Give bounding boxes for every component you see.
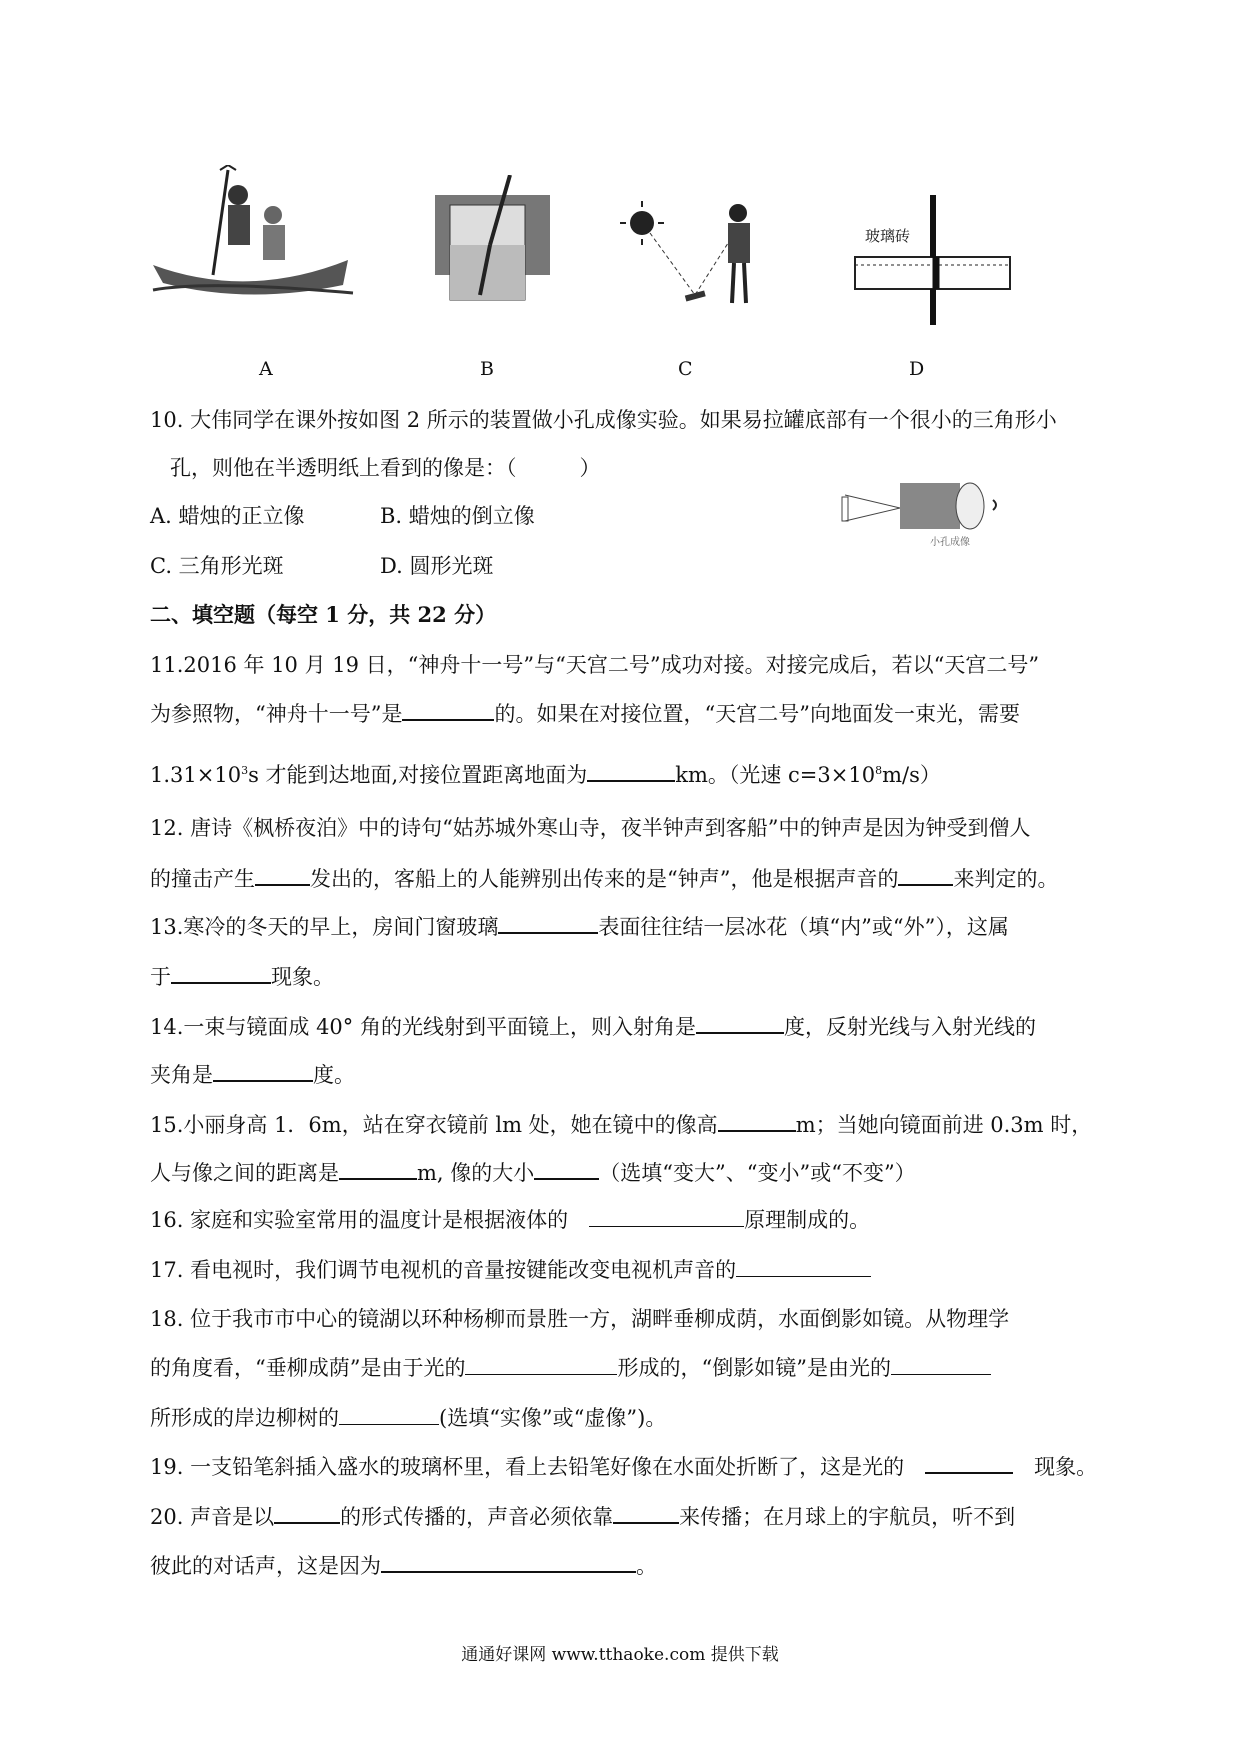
text: 20. 声音是以 (150, 1505, 275, 1529)
text: 现象。 (1034, 1455, 1098, 1479)
q15-line2 (150, 1158, 916, 1187)
text: 的形式传播的，声音必须依靠 (340, 1505, 614, 1529)
q12-line2 (150, 864, 1058, 893)
text: 。 (636, 1554, 657, 1578)
q11-line3 (150, 757, 941, 789)
text: 彼此的对话声，这是因为 (150, 1554, 381, 1578)
q13-line1 (150, 912, 1009, 941)
q10-option-a: A. 蜡烛的正立像 (150, 504, 305, 528)
answer-blank (587, 760, 675, 782)
answer-blank (891, 1354, 991, 1375)
pinhole-caption: 小孔成像 (930, 537, 970, 548)
q11-line1: 11.2016 年 10 月 19 日，“神舟十一号”与“天宫二号”成功对接。对接完成后，若以“天宫二号” (150, 653, 1040, 677)
text: 表面往往结一层冰花（填“内”或“外”），这属 (598, 915, 1009, 939)
figure-label-c: C (678, 358, 693, 380)
page-footer: 通通好课网 www.tthaoke.com 提供下载 (461, 1645, 779, 1665)
text: 为参照物，“神舟十一号”是 (150, 702, 403, 726)
answer-blank (402, 699, 494, 721)
q18-line2 (150, 1354, 991, 1382)
text: m/s） (882, 763, 941, 787)
q10-option-d: D. 圆形光斑 (380, 554, 494, 578)
answer-blank (498, 912, 598, 934)
answer-blank (718, 1110, 796, 1132)
q14-line1 (150, 1012, 1036, 1041)
figure-label-a: A (259, 358, 273, 380)
text: m, 像的大小 (417, 1161, 535, 1185)
text: 的。如果在对接位置，“天宫二号”向地面发一束光，需要 (494, 702, 1020, 726)
text: 13.寒冷的冬天的早上，房间门窗玻璃 (150, 915, 499, 939)
q18-line3 (150, 1404, 666, 1432)
figure-c-sun-mirror (620, 195, 770, 310)
text: 人与像之间的距离是 (150, 1161, 339, 1185)
answer-blank (534, 1158, 599, 1180)
text: 形成的，“倒影如镜”是由光的 (617, 1356, 891, 1380)
text: 于 (150, 965, 171, 989)
text: 度。 (313, 1063, 355, 1087)
q13-line2 (150, 962, 334, 991)
text: 来判定的。 (953, 867, 1059, 891)
text: 1.31×10 (150, 763, 242, 787)
answer-blank (339, 1404, 439, 1425)
q18-line1: 18. 位于我市市中心的镜湖以环种杨柳而景胜一方，湖畔垂柳成荫，水面倒影如镜。从物理学 (150, 1307, 1010, 1331)
figure-pinhole-can (840, 475, 1015, 550)
text: 17. 看电视时，我们调节电视机的音量按键能改变电视机声音的 (150, 1258, 737, 1282)
figure-b-glass (435, 175, 550, 305)
text: 现象。 (271, 965, 334, 989)
text: （选填“变大”、“变小”或“不变”） (599, 1161, 916, 1185)
answer-blank (736, 1256, 871, 1277)
q12-line1: 12. 唐诗《枫桥夜泊》中的诗句“姑苏城外寒山寺，夜半钟声到客船”中的钟声是因为钟受到僧人 (150, 816, 1031, 840)
text: 的撞击产生 (150, 867, 255, 891)
text: 来传播；在月球上的宇航员，听不到 (679, 1505, 1016, 1529)
answer-blank (274, 1502, 340, 1524)
answer-blank (465, 1354, 617, 1375)
text: 度，反射光线与入射光线的 (783, 1015, 1036, 1039)
figure-label-b: B (480, 358, 494, 380)
text: 15.小丽身高 1．6m，站在穿衣镜前 lm 处，她在镜中的像高 (150, 1113, 718, 1137)
answer-blank (255, 864, 310, 886)
q10-option-c: C. 三角形光斑 (150, 554, 284, 578)
answer-blank (381, 1551, 636, 1573)
answer-blank (589, 1206, 744, 1227)
q19 (150, 1452, 1097, 1481)
q10-line1: 10. 大伟同学在课外按如图 2 所示的装置做小孔成像实验。如果易拉罐底部有一个很小的三角形小 (150, 408, 1057, 432)
q16 (150, 1206, 870, 1234)
figure-a-boat (148, 165, 358, 310)
text: 14.一束与镜面成 40° 角的光线射到平面镜上，则入射角是 (150, 1015, 696, 1039)
text: 原理制成的。 (744, 1208, 871, 1232)
exponent: 3 (241, 764, 249, 777)
text: s 才能到达地面,对接位置距离地面为 (248, 763, 588, 787)
q20-line2 (150, 1551, 657, 1580)
text: 19. 一支铅笔斜插入盛水的玻璃杯里，看上去铅笔好像在水面处折断了，这是光的 (150, 1455, 905, 1479)
text: 夹角是 (150, 1063, 213, 1087)
text: 16. 家庭和实验室常用的温度计是根据液体的 (150, 1208, 569, 1232)
q17 (150, 1256, 871, 1284)
section-2-heading: 二、填空题（每空 1 分，共 22 分） (150, 602, 497, 627)
answer-blank (696, 1012, 784, 1034)
glass-brick-caption: 玻璃砖 (865, 227, 911, 245)
text: 所形成的岸边柳树的 (150, 1406, 339, 1430)
text: m；当她向镜面前进 0.3m 时， (795, 1113, 1093, 1137)
exponent: 8 (875, 764, 883, 777)
answer-blank (613, 1502, 679, 1524)
figure-label-d: D (909, 358, 925, 380)
q15-line1 (150, 1110, 1092, 1139)
q14-line2 (150, 1060, 355, 1089)
text: km。（光速 c=3×10 (675, 763, 876, 787)
q11-line2 (150, 699, 1020, 728)
answer-blank (898, 864, 953, 886)
answer-blank (171, 962, 271, 984)
text: (选填“实像”或“虚像”)。 (439, 1406, 667, 1430)
answer-blank (925, 1452, 1013, 1474)
q10-line2: 孔，则他在半透明纸上看到的像是：（ ） (170, 456, 601, 480)
text: 的角度看，“垂柳成荫”是由于光的 (150, 1356, 466, 1380)
answer-blank (339, 1158, 417, 1180)
q10-option-b: B. 蜡烛的倒立像 (380, 504, 535, 528)
q20-line1 (150, 1502, 1015, 1531)
figure-d-glass-brick (850, 195, 1020, 330)
answer-blank (213, 1060, 313, 1082)
text: 发出的，客船上的人能辨别出传来的是“钟声”，他是根据声音的 (310, 867, 899, 891)
